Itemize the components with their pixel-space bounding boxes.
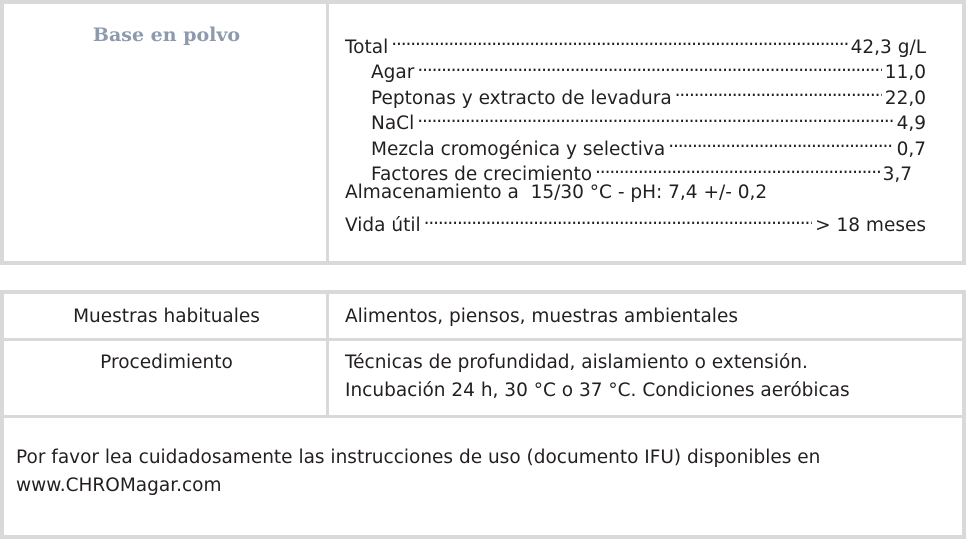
procedure-line: Incubación 24 h, 30 °C o 37 °C. Condiciones aeróbicas [345, 380, 850, 401]
composition-row [345, 129, 926, 160]
composition-list [345, 27, 926, 236]
procedure-label: Procedimiento [100, 352, 233, 373]
row-value: 22,0 [884, 87, 926, 109]
section-heading: Base en polvo [92, 24, 241, 46]
procedure-line: Técnicas de profundidad, aislamiento o extensión. [345, 352, 808, 373]
row-value: 3,7 [882, 164, 912, 185]
row-label: Agar [371, 62, 415, 83]
row-label: Total [345, 36, 389, 58]
row-label: Factores de crecimiento [371, 164, 593, 185]
note-line: Por favor lea cuidadosamente las instrucciones de uso (documento IFU) disponibles en [16, 447, 821, 468]
dot-leader [595, 155, 880, 181]
row-divider [4, 415, 962, 418]
row-value: 42,3 g/L [850, 36, 926, 58]
dot-leader [417, 53, 881, 79]
procedure-value [345, 349, 955, 405]
row-value: 11,0 [884, 62, 926, 83]
samples-value: Alimentos, piensos, muestras ambientales [345, 306, 738, 327]
shelf-life-row [345, 206, 926, 236]
dot-leader [424, 206, 813, 232]
row-value: 0,7 [896, 138, 926, 160]
dot-leader [417, 104, 893, 130]
dot-leader [391, 27, 847, 53]
storage-text: Almacenamiento a 15/30 °C - pH: 7,4 +/- 0,2 [345, 182, 768, 203]
usage-table [0, 290, 966, 539]
row-label: NaCl [371, 113, 415, 134]
composition-row [345, 104, 926, 134]
samples-label: Muestras habituales [73, 306, 260, 327]
dot-leader [668, 129, 893, 155]
composition-row [345, 53, 926, 83]
storage-row [345, 180, 926, 206]
row-value: > 18 meses [815, 215, 926, 236]
row-label: Vida útil [345, 215, 421, 236]
row-divider [4, 338, 962, 341]
composition-row-total [345, 27, 926, 58]
composition-table [0, 0, 966, 265]
ifu-note [16, 444, 956, 500]
composition-row [345, 78, 926, 109]
website-link[interactable]: www.CHROMagar.com [16, 475, 222, 496]
row-value: 4,9 [896, 113, 926, 134]
row-label: Peptonas y extracto de levadura [371, 87, 672, 109]
dot-leader [675, 78, 882, 104]
row-label: Mezcla cromogénica y selectiva [371, 138, 666, 160]
